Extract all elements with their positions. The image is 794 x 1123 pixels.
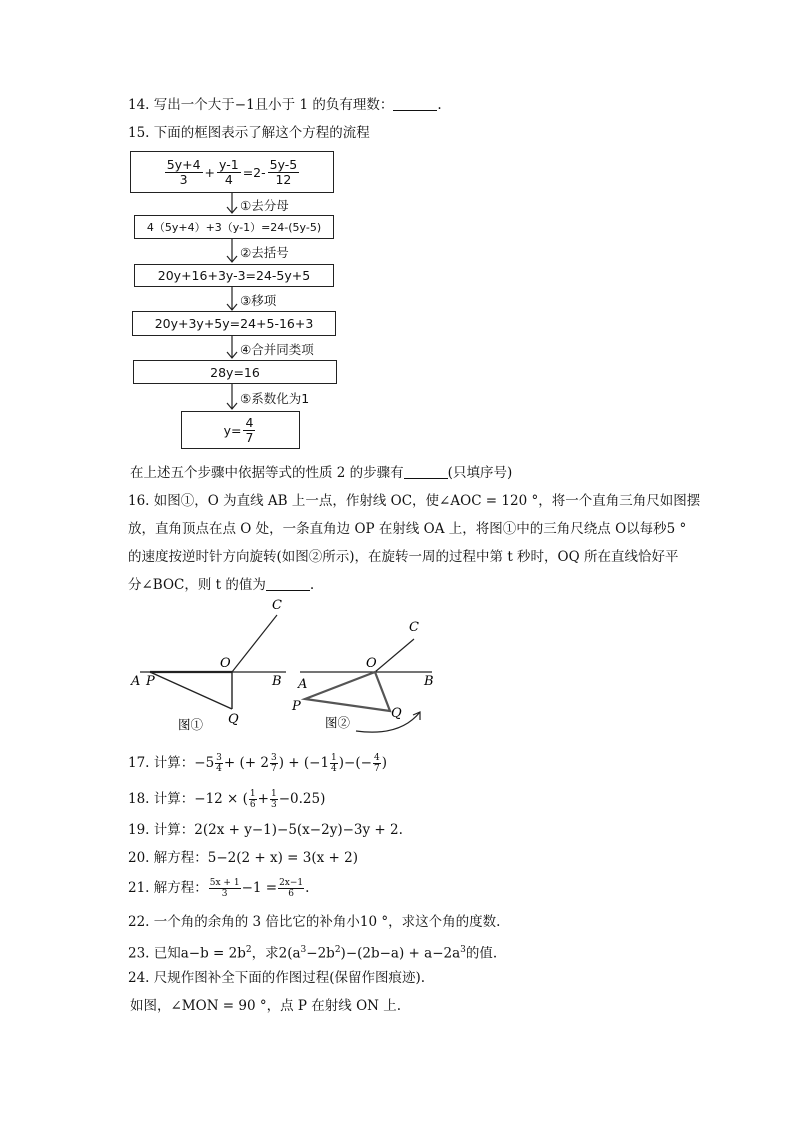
caption-fig2: 图② bbox=[325, 715, 351, 730]
step-label-1: ①去分母 bbox=[240, 198, 289, 213]
flow-box-2: 4（5y+4）+3（y-1）=24-(5y-5) bbox=[134, 215, 334, 239]
frac: $\frac{1}{6}$ bbox=[249, 789, 256, 810]
frac: $\frac{4}{7}$ bbox=[373, 753, 380, 774]
label-B: B bbox=[272, 674, 282, 689]
q16-line-3: 的速度按逆时针方向旋转(如图②所示)，在旋转一周的过程中第 t 秒时，OQ 所在直线恰好平 bbox=[128, 549, 679, 565]
frac: $\frac{1}{4}$ bbox=[331, 753, 337, 774]
question-20: 20. 解方程：5−2(2 + x) = 3(x + 2) bbox=[128, 850, 358, 866]
frac-result: $\frac{4}{7}$ bbox=[245, 414, 254, 445]
q23-part: 23. 已知a−b = 2b bbox=[128, 945, 246, 962]
label-P: P bbox=[292, 699, 301, 714]
question-17 bbox=[128, 753, 387, 774]
question-24-line-2: 如图，∠MON = 90 °，点 P 在射线 ON 上. bbox=[130, 998, 402, 1014]
q17-part: )−(− bbox=[338, 755, 372, 771]
q23-sup: 2 bbox=[334, 945, 341, 955]
q23-sup: 3 bbox=[300, 945, 307, 955]
q23-part: 的值. bbox=[465, 945, 498, 962]
question-23 bbox=[128, 940, 497, 964]
label-A: A bbox=[131, 674, 141, 689]
ray-OC-fig2 bbox=[375, 639, 414, 672]
q16-line-4-text: 分∠BOC，则 t 的值为 bbox=[128, 577, 266, 593]
q21-part: −1 = bbox=[241, 880, 278, 896]
answer-blank bbox=[404, 464, 448, 479]
q15-question bbox=[130, 463, 512, 483]
q15-question-text: 在上述五个步骤中依据等式的性质 2 的步骤有 bbox=[130, 465, 404, 481]
answer-blank bbox=[266, 576, 310, 591]
q21-part: . bbox=[305, 880, 310, 896]
rotation-arrow bbox=[356, 712, 420, 732]
question-18 bbox=[128, 789, 325, 810]
figure-1 bbox=[130, 598, 286, 732]
ray-OC-fig1 bbox=[232, 615, 277, 672]
q17-part: + (+ 2 bbox=[223, 755, 269, 771]
question-24-line-1: 24. 尺规作图补全下面的作图过程(保留作图痕迹). bbox=[128, 970, 426, 986]
q23-part: ，求2(a bbox=[251, 945, 301, 962]
question-19: 19. 计算：2(2x + y−1)−5(x−2y)−3y + 2. bbox=[128, 822, 403, 838]
question-21 bbox=[128, 878, 309, 899]
q18-part: 18. 计算：−12 × ( bbox=[128, 791, 248, 807]
q16-figures bbox=[0, 595, 794, 745]
label-B: B bbox=[424, 674, 434, 689]
q23-part: −2b bbox=[306, 945, 335, 962]
label-Q: Q bbox=[391, 706, 402, 721]
step-label-3: ③移项 bbox=[240, 293, 277, 308]
q15-question-end: (只填序号) bbox=[447, 465, 513, 481]
frac-b: $\frac{y-1}{4}$ bbox=[219, 156, 239, 187]
q16-line-4-end: . bbox=[309, 577, 315, 593]
label-A: A bbox=[298, 677, 308, 692]
label-P: P bbox=[146, 674, 155, 689]
step-label-4: ④合并同类项 bbox=[240, 342, 314, 357]
q17-part: ) bbox=[381, 755, 387, 771]
frac: $\frac{3}{4}$ bbox=[216, 753, 222, 774]
figure-2 bbox=[291, 620, 434, 732]
q23-sup: 2 bbox=[245, 945, 252, 955]
q16-line-4 bbox=[128, 575, 314, 595]
flow-arrows bbox=[0, 0, 794, 470]
flow-box-5: 28y=16 bbox=[133, 360, 337, 384]
side-PQ-fig1 bbox=[150, 672, 232, 709]
q17-part: 17. 计算：−5 bbox=[128, 755, 215, 771]
q23-part: )−(2b−a) + a−2a bbox=[340, 945, 461, 962]
frac-c: $\frac{5y-5}{12}$ bbox=[269, 156, 298, 187]
q16-line-2: 放，直角顶点在点 O 处，一条直角边 OP 在射线 OA 上，将图①中的三角尺绕点 O以每秒5 ° bbox=[128, 521, 687, 537]
step-label-2: ②去括号 bbox=[240, 245, 289, 260]
label-C: C bbox=[409, 620, 419, 635]
frac: $\frac{5x + 1}{3}$ bbox=[209, 878, 240, 899]
q18-part: + bbox=[257, 791, 269, 807]
q21-part: 21. 解方程： bbox=[128, 880, 208, 896]
frac: $\frac{1}{3}$ bbox=[270, 789, 277, 810]
flow-box-4: 20y+3y+5y=24+5-16+3 bbox=[132, 311, 336, 336]
label-O: O bbox=[366, 656, 377, 671]
caption-fig1: 图① bbox=[178, 717, 204, 732]
question-22: 22. 一个角的余角的 3 倍比它的补角小10 °，求这个角的度数. bbox=[128, 914, 501, 930]
q23-sup: 3 bbox=[460, 945, 466, 955]
label-O: O bbox=[220, 656, 231, 671]
y-equals: y= bbox=[223, 422, 242, 438]
q17-part: ) + (−1 bbox=[278, 755, 330, 771]
triangle-fig2 bbox=[305, 672, 390, 711]
q16-line-1: 16. 如图①，O 为直线 AB 上一点，作射线 OC，使∠AOC = 120 °，将一个直角三角尺如图摆 bbox=[128, 493, 701, 509]
q15-text: 15. 下面的框图表示了解这个方程的流程 bbox=[128, 125, 370, 141]
flow-box-6 bbox=[181, 411, 300, 449]
frac: $\frac{2x-1}{6}$ bbox=[279, 878, 304, 899]
frac-a: $\frac{5y+4}{3}$ bbox=[166, 156, 201, 187]
plus-sign: + bbox=[204, 164, 216, 180]
equals-two-minus: =2- bbox=[242, 164, 266, 180]
q14-end: . bbox=[437, 97, 442, 113]
label-C: C bbox=[272, 598, 282, 613]
q14-text: 14. 写出一个大于−1且小于 1 的负有理数： bbox=[128, 97, 394, 113]
frac: $\frac{3}{7}$ bbox=[270, 753, 277, 774]
label-Q: Q bbox=[228, 712, 239, 727]
step-label-5: ⑤系数化为1 bbox=[240, 391, 310, 406]
flow-box-3: 20y+16+3y-3=24-5y+5 bbox=[134, 264, 334, 287]
q18-part: −0.25) bbox=[278, 791, 326, 807]
